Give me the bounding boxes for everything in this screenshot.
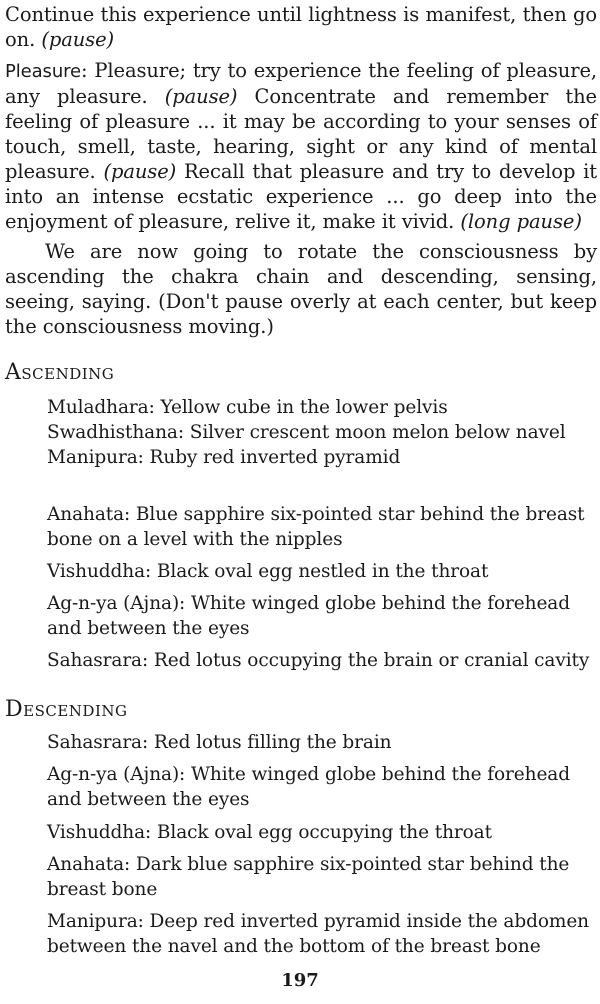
paragraph-text: : Pleasure; try to experience the feeling of pleasure, any pleasure. (5, 59, 597, 108)
heading-descending: Descending (5, 697, 128, 722)
pause-note: (pause) (164, 85, 238, 108)
list-item: Sahasrara: Red lotus filling the brain (47, 732, 392, 753)
paragraph-pleasure (5, 58, 597, 234)
list-item: Manipura: Deep red inverted pyramid inside the abdomen between the navel and the bottom of the breast bone (47, 911, 589, 957)
pause-note: (pause) (103, 160, 177, 183)
page-number: 197 (281, 970, 319, 991)
list-item: Anahata: Blue sapphire six-pointed star behind the breast bone on a level with the nipples (47, 504, 585, 550)
list-item: Ag-n-ya (Ajna): White winged globe behind the forehead and between the eyes (47, 764, 570, 810)
term-label: Pleasure (5, 61, 82, 82)
list-item: Sahasrara: Red lotus occupying the brain or cranial cavity (47, 650, 590, 671)
paragraph-text: Continue this experience until lightness is manifest, then go on. (5, 3, 597, 51)
list-item: Vishuddha: Black oval egg occupying the throat (47, 822, 492, 843)
list-item: Muladhara: Yellow cube in the lower pelvis (47, 397, 448, 418)
paragraph-text: Recall that pleasure and try to develop it into an intense ecstatic experience ... go deep into the enjoyment of pleasure, relive it, make it vivid. (5, 160, 597, 233)
list-item: Swadhisthana: Silver crescent moon melon below navel (47, 422, 566, 443)
list-item: Manipura: Ruby red inverted pyramid (47, 447, 401, 468)
list-item: Anahata: Dark blue sapphire six-pointed star behind the breast bone (47, 854, 570, 900)
paragraph-continue (5, 2, 597, 52)
pause-note: (long pause) (460, 210, 582, 233)
paragraph-rotate: We are now going to rotate the consciousness by ascending the chakra chain and descending, sensing, seeing, saying. (Don't pause overly at each center, but keep the consciousness moving.) (5, 240, 597, 338)
paragraph-text: Concentrate and remember the feeling of pleasure ... it may be according to your senses of touch, smell, taste, hearing, sight or any kind of mental pleasure. (5, 85, 597, 183)
list-item: Vishuddha: Black oval egg nestled in the throat (47, 561, 489, 582)
list-item: Ag-n-ya (Ajna): White winged globe behind the forehead and between the eyes (47, 593, 570, 639)
pause-note: (pause) (41, 28, 115, 51)
heading-ascending: Ascending (5, 360, 115, 385)
